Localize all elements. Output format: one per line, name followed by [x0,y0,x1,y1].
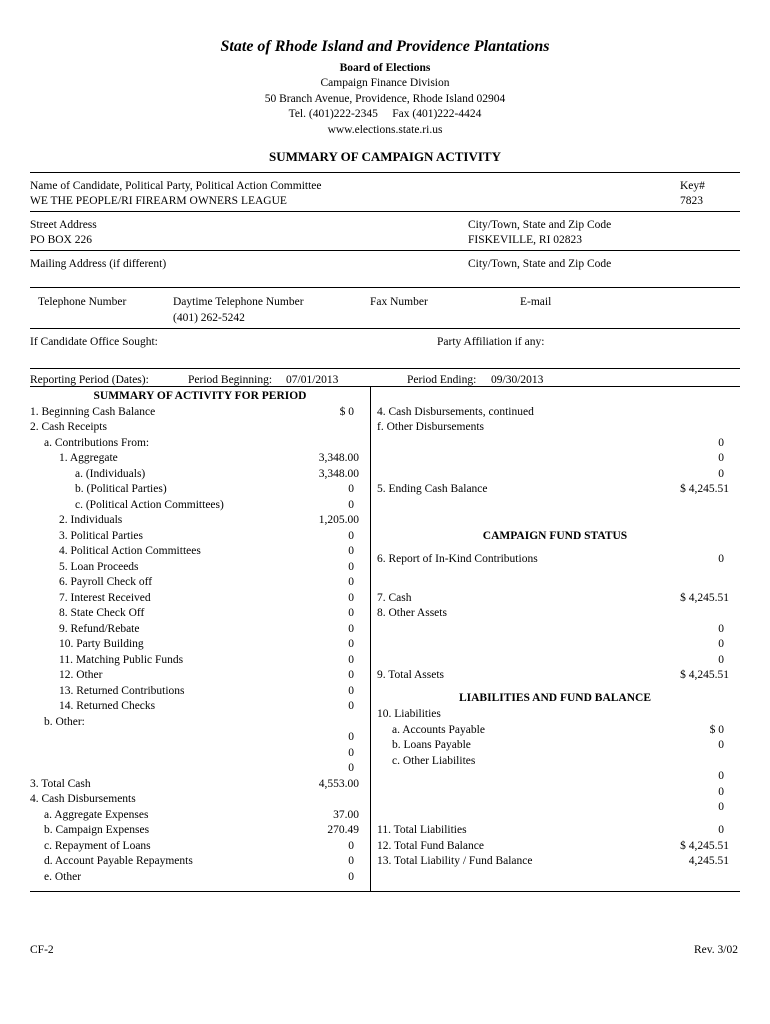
cash-value: $ 4,245.51 [680,592,729,604]
in-kind-label: 6. Report of In-Kind Contributions [377,553,538,565]
other-liabilities-value: 0 [718,786,724,798]
total-fund-balance-value: $ 4,245.51 [680,840,729,852]
mailing-label: Mailing Address (if different) [30,258,167,270]
other-disb-value: 0 [718,468,724,480]
daytime-label: Daytime Telephone Number [173,296,304,308]
summary-title: SUMMARY OF CAMPAIGN ACTIVITY [269,149,501,164]
political-parties-b-label: b. (Political Parties) [75,483,167,495]
pac-c-value: 0 [348,499,354,511]
period-beginning-label: Period Beginning: [188,374,273,386]
individuals-label: 2. Individuals [59,514,123,526]
loans-payable-label: b. Loans Payable [392,739,471,751]
form-id: CF-2 [30,944,54,956]
matching-label: 11. Matching Public Funds [59,654,184,666]
other-assets-value: 0 [718,638,724,650]
email-label: E-mail [520,296,552,308]
pacs-value: 0 [348,545,354,557]
office-label: If Candidate Office Sought: [30,336,158,348]
loans-payable-value: 0 [718,739,724,751]
b-other-value: 0 [348,747,354,759]
revision: Rev. 3/02 [694,944,738,956]
contact-line [0,107,770,121]
beginning-cash-label: 1. Beginning Cash Balance [30,406,156,418]
repayment-loans-label: c. Repayment of Loans [44,840,151,852]
period-beginning-value: 07/01/2013 [286,374,339,386]
individuals-a-value: 3,348.00 [318,468,359,480]
telephone-label: Telephone Number [38,296,127,308]
name-label: Name of Candidate, Political Party, Political Action Committee [30,180,322,192]
other-12-value: 0 [348,669,354,681]
website: www.elections.state.ri.us [327,124,443,136]
state-check-value: 0 [348,607,354,619]
accounts-payable-value: $ 0 [709,724,724,736]
total-liability-fund-label: 13. Total Liability / Fund Balance [377,855,533,867]
total-assets-label: 9. Total Assets [377,669,445,681]
aggregate-expenses-label: a. Aggregate Expenses [44,809,149,821]
returned-checks-value: 0 [348,700,354,712]
returned-checks-label: 14. Returned Checks [59,700,156,712]
matching-value: 0 [348,654,354,666]
other-disb-value: 0 [718,452,724,464]
accounts-payable-label: a. Accounts Payable [392,724,485,736]
period-ending-label: Period Ending: [407,374,477,386]
total-liabilities-value: 0 [718,824,724,836]
campaign-expenses-value: 270.49 [327,824,359,836]
period-label: Reporting Period (Dates): [30,374,149,386]
political-parties-label: 3. Political Parties [59,530,144,542]
divider [30,287,740,288]
cash-label: 7. Cash [377,592,412,604]
cash-disbursements-label: 4. Cash Disbursements [30,793,136,805]
individuals-value: 1,205.00 [318,514,359,526]
contributions-from-label: a. Contributions From: [44,437,150,449]
street-value: PO BOX 226 [30,234,92,246]
board-name: Board of Elections [339,62,431,74]
other-liabilities-value: 0 [718,770,724,782]
b-other-label: b. Other: [44,716,85,728]
other-assets-label: 8. Other Assets [377,607,447,619]
divider [30,250,740,251]
column-divider [370,386,371,892]
beginning-cash-value: $ 0 [339,406,354,418]
party-label: Party Affiliation if any: [437,336,545,348]
aggregate-value: 3,348.00 [318,452,359,464]
party-building-value: 0 [348,638,354,650]
e-other-value: 0 [348,871,354,883]
b-other-value: 0 [348,731,354,743]
total-cash-label: 3. Total Cash [30,778,91,790]
pac-c-label: c. (Political Action Committees) [75,499,224,511]
daytime-value: (401) 262-5242 [173,312,245,324]
other-assets-value: 0 [718,623,724,635]
fund-status-title: CAMPAIGN FUND STATUS [482,530,628,542]
ap-repayments-label: d. Account Payable Repayments [44,855,193,867]
ending-cash-value: $ 4,245.51 [680,483,729,495]
political-parties-value: 0 [348,530,354,542]
disb-continued-label: 4. Cash Disbursements, continued [377,406,534,418]
pacs-label: 4. Political Action Committees [59,545,201,557]
key-label: Key# [680,180,705,192]
fax-label: Fax Number [370,296,428,308]
divider [30,211,740,212]
total-assets-value: $ 4,245.51 [680,669,729,681]
total-liabilities-label: 11. Total Liabilities [377,824,467,836]
other-12-label: 12. Other [59,669,103,681]
other-assets-value: 0 [718,654,724,666]
activity-section-title: SUMMARY OF ACTIVITY FOR PERIOD [93,390,307,402]
aggregate-expenses-value: 37.00 [333,809,359,821]
e-other-label: e. Other [44,871,82,883]
political-parties-b-value: 0 [348,483,354,495]
loan-proceeds-value: 0 [348,561,354,573]
refund-value: 0 [348,623,354,635]
payroll-label: 6. Payroll Check off [59,576,153,588]
individuals-a-label: a. (Individuals) [75,468,146,480]
key-value: 7823 [680,195,703,207]
other-disb-value: 0 [718,437,724,449]
street-label: Street Address [30,219,97,231]
other-disb-label: f. Other Disbursements [377,421,484,433]
state-check-label: 8. State Check Off [59,607,145,619]
office-address: 50 Branch Avenue, Providence, Rhode Island 02904 [264,93,506,105]
party-building-label: 10. Party Building [59,638,144,650]
form-title: State of Rhode Island and Providence Plantations [220,38,550,55]
interest-value: 0 [348,592,354,604]
b-other-value: 0 [348,762,354,774]
payroll-value: 0 [348,576,354,588]
divider [30,891,740,892]
aggregate-label: 1. Aggregate [59,452,118,464]
refund-label: 9. Refund/Rebate [59,623,140,635]
other-liabilities-label: c. Other Liabilites [392,755,476,767]
loan-proceeds-label: 5. Loan Proceeds [59,561,139,573]
mailing-city-label: City/Town, State and Zip Code [468,258,612,270]
other-liabilities-value: 0 [718,801,724,813]
name-value: WE THE PEOPLE/RI FIREARM OWNERS LEAGUE [30,195,287,207]
divider [30,368,740,369]
campaign-expenses-label: b. Campaign Expenses [44,824,150,836]
in-kind-value: 0 [718,553,724,565]
liabilities-label: 10. Liabilities [377,708,441,720]
repayment-loans-value: 0 [348,840,354,852]
divider [30,172,740,173]
tel-number: Tel. (401)222-2345 [288,108,378,120]
total-liability-fund-value: 4,245.51 [688,855,729,867]
divider [30,328,740,329]
city-label: City/Town, State and Zip Code [468,219,612,231]
liabilities-title: LIABILITIES AND FUND BALANCE [458,692,652,704]
divider [30,386,740,387]
division-name: Campaign Finance Division [320,77,450,89]
period-ending-value: 09/30/2013 [491,374,544,386]
ap-repayments-value: 0 [348,855,354,867]
total-fund-balance-label: 12. Total Fund Balance [377,840,484,852]
fax-number: Fax (401)222-4424 [392,108,482,120]
total-cash-value: 4,553.00 [318,778,359,790]
interest-label: 7. Interest Received [59,592,151,604]
city-value: FISKEVILLE, RI 02823 [468,234,583,246]
returned-contrib-label: 13. Returned Contributions [59,685,185,697]
returned-contrib-value: 0 [348,685,354,697]
ending-cash-label: 5. Ending Cash Balance [377,483,488,495]
cash-receipts-label: 2. Cash Receipts [30,421,107,433]
